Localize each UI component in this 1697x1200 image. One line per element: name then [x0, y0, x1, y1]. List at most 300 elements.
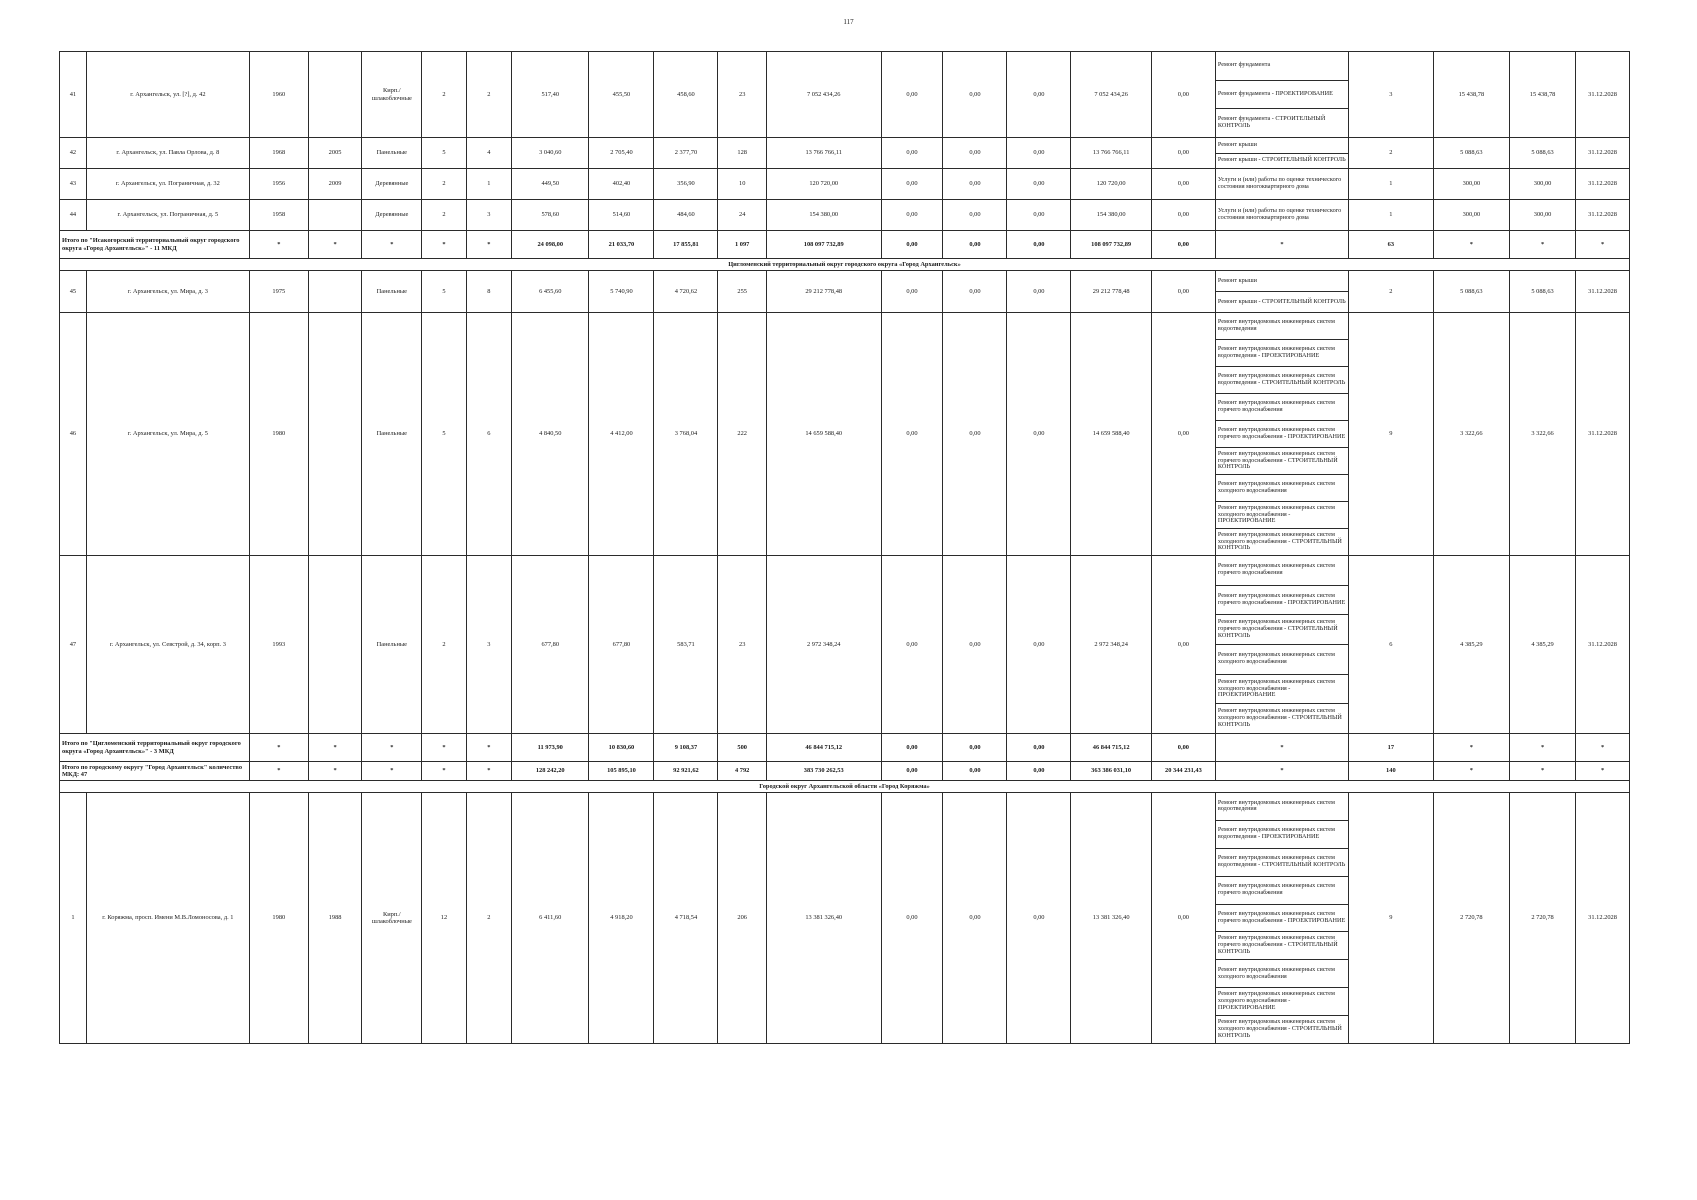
work-item: Ремонт внутридомовых инженерных систем горячего водоснабжения	[1216, 877, 1348, 905]
table-cell: 0,00	[1007, 231, 1071, 259]
table-cell: 578,60	[512, 200, 589, 231]
table-cell: 108 097 732,89	[1071, 231, 1152, 259]
table-cell: 0,00	[881, 169, 943, 200]
table-cell: *	[308, 734, 362, 762]
table-cell: *	[1510, 762, 1576, 781]
table-cell: 0,00	[943, 271, 1007, 313]
table-cell: Панельные	[362, 556, 422, 734]
table-cell: 2	[466, 52, 511, 138]
total-label: Итого по "Исакогорский территориальный округ городского округа «Город Архангельск»" - 11 МКД	[60, 231, 250, 259]
table-cell: Кирп./ шлакоблочные	[362, 793, 422, 1044]
work-item: Ремонт внутридомовых инженерных систем холодного водоснабжения - ПРОЕКТИРОВАНИЕ	[1216, 675, 1348, 705]
table-cell: г. Архангельск, ул. Пограничная, д. 32	[86, 169, 249, 200]
table-cell: 0,00	[881, 793, 943, 1044]
table-cell: 4 792	[718, 762, 767, 781]
table-cell: 0,00	[943, 138, 1007, 169]
section-title: Городской округ Архангельской области «Город Коряжма»	[60, 781, 1630, 793]
works-list-cell	[1215, 793, 1348, 1044]
table-cell: 108 097 732,89	[766, 231, 881, 259]
table-cell: 120 720,00	[766, 169, 881, 200]
table-cell: 31.12.2028	[1576, 52, 1630, 138]
work-item: Ремонт фундамента	[1216, 52, 1348, 81]
total-label: Итого по городскому округу "Город Архангельск" количество МКД: 47	[60, 762, 250, 781]
table-cell: 29 212 778,48	[766, 271, 881, 313]
table-cell: 14 659 588,40	[766, 313, 881, 556]
table-cell: 206	[718, 793, 767, 1044]
table-cell: 0,00	[943, 200, 1007, 231]
work-item: Ремонт внутридомовых инженерных систем водоотведения - ПРОЕКТИРОВАНИЕ	[1216, 340, 1348, 367]
work-item: Ремонт внутридомовых инженерных систем горячего водоснабжения - СТРОИТЕЛЬНЫЙ КОНТРОЛЬ	[1216, 448, 1348, 475]
table-cell: 583,71	[654, 556, 718, 734]
table-cell: 5	[422, 313, 466, 556]
table-cell: г. Архангельск, ул. Мира, д. 3	[86, 271, 249, 313]
table-cell: *	[422, 734, 466, 762]
works-list	[1216, 169, 1348, 199]
table-cell: *	[308, 231, 362, 259]
table-cell: *	[466, 734, 511, 762]
table-cell: 0,00	[1007, 313, 1071, 556]
table-cell	[308, 52, 362, 138]
table-row	[60, 200, 1630, 231]
table-cell: *	[249, 762, 308, 781]
work-item: Ремонт внутридомовых инженерных систем горячего водоснабжения - ПРОЕКТИРОВАНИЕ	[1216, 905, 1348, 933]
table-cell: 484,60	[654, 200, 718, 231]
total-row	[60, 231, 1630, 259]
table-cell: Кирп./ шлакоблочные	[362, 52, 422, 138]
works-list	[1216, 793, 1348, 1043]
table-cell: 2	[422, 200, 466, 231]
table-cell: 0,00	[881, 52, 943, 138]
works-list-cell	[1215, 200, 1348, 231]
table-cell: 140	[1349, 762, 1434, 781]
table-cell: 2 705,40	[589, 138, 654, 169]
table-cell: 31.12.2028	[1576, 138, 1630, 169]
table-cell: 2 972 348,24	[766, 556, 881, 734]
table-cell: 517,40	[512, 52, 589, 138]
table-cell: 3	[466, 200, 511, 231]
table-cell: 42	[60, 138, 87, 169]
table-cell: 0,00	[881, 271, 943, 313]
table-cell: *	[1576, 231, 1630, 259]
table-cell: 5 088,63	[1433, 138, 1509, 169]
table-cell: 7 052 434,26	[1071, 52, 1152, 138]
table-cell: 23	[718, 52, 767, 138]
table-row	[60, 52, 1630, 138]
table-cell: 0,00	[1007, 762, 1071, 781]
table-cell: 458,60	[654, 52, 718, 138]
table-cell: 300,00	[1433, 169, 1509, 200]
table-cell: 0,00	[943, 793, 1007, 1044]
table-cell: г. Архангельск, ул. Павла Орлова, д. 8	[86, 138, 249, 169]
table-cell: 5 088,63	[1433, 271, 1509, 313]
table-cell: 2005	[308, 138, 362, 169]
works-list-cell	[1215, 52, 1348, 138]
table-cell: г. Архангельск, ул. Пограничная, д. 5	[86, 200, 249, 231]
work-item: Ремонт внутридомовых инженерных систем водоотведения	[1216, 793, 1348, 821]
table-cell: 15 438,78	[1510, 52, 1576, 138]
table-cell: 31.12.2028	[1576, 169, 1630, 200]
table-cell: 1 097	[718, 231, 767, 259]
work-item: Ремонт внутридомовых инженерных систем холодного водоснабжения - СТРОИТЕЛЬНЫЙ КОНТРОЛЬ	[1217, 707, 1342, 729]
table-cell: 17	[1349, 734, 1434, 762]
table-cell: 0,00	[1151, 200, 1215, 231]
table-cell: 514,60	[589, 200, 654, 231]
table-cell: *	[1433, 762, 1509, 781]
table-cell: 300,00	[1510, 200, 1576, 231]
table-cell: 2	[422, 556, 466, 734]
table-cell: 0,00	[881, 313, 943, 556]
table-cell: 0,00	[881, 231, 943, 259]
table-cell: 5 088,63	[1510, 271, 1576, 313]
section-title: Цигломенский территориальный округ городского округа «Город Архангельск»	[60, 259, 1630, 271]
work-item: Ремонт внутридомовых инженерных систем горячего водоснабжения	[1216, 394, 1348, 421]
table-cell: 402,40	[589, 169, 654, 200]
table-cell: 1	[466, 169, 511, 200]
table-cell: 0,00	[881, 200, 943, 231]
work-item: Услуги и (или) работы по оценке технического состояния многоквартирного дома	[1217, 176, 1342, 190]
work-item: Ремонт фундамента - ПРОЕКТИРОВАНИЕ	[1216, 81, 1348, 110]
table-cell: 0,00	[943, 762, 1007, 781]
work-item: Ремонт фундамента - СТРОИТЕЛЬНЫЙ КОНТРОЛЬ	[1217, 115, 1326, 130]
table-cell: 2	[1349, 271, 1434, 313]
table-cell: 1	[1349, 200, 1434, 231]
work-item: Ремонт внутридомовых инженерных систем холодного водоснабжения	[1216, 475, 1348, 502]
table-cell: 4 412,00	[589, 313, 654, 556]
table-cell: *	[249, 734, 308, 762]
table-cell: *	[422, 231, 466, 259]
table-cell: 300,00	[1510, 169, 1576, 200]
table-cell	[308, 313, 362, 556]
table-cell: 0,00	[881, 734, 943, 762]
work-item: Ремонт внутридомовых инженерных систем холодного водоснабжения - СТРОИТЕЛЬНЫЙ КОНТРОЛЬ	[1217, 530, 1342, 552]
table-cell: 4 718,54	[654, 793, 718, 1044]
work-item: Ремонт внутридомовых инженерных систем водоотведения - ПРОЕКТИРОВАНИЕ	[1216, 821, 1348, 849]
works-list-cell	[1215, 169, 1348, 200]
table-cell: 31.12.2028	[1576, 793, 1630, 1044]
table-cell: 154 380,00	[1071, 200, 1152, 231]
table-cell: 222	[718, 313, 767, 556]
table-cell: 6 455,60	[512, 271, 589, 313]
table-cell: 0,00	[1151, 231, 1215, 259]
table-cell	[308, 271, 362, 313]
table-cell: 0,00	[1151, 52, 1215, 138]
table-cell: 0,00	[943, 52, 1007, 138]
table-cell: 0,00	[1007, 200, 1071, 231]
work-item: Ремонт внутридомовых инженерных систем горячего водоснабжения	[1216, 556, 1348, 586]
works-list-cell	[1215, 313, 1348, 556]
table-cell: г. Коряжма, просп. Имени М.В.Ломоносова, д. 1	[86, 793, 249, 1044]
table-cell: *	[1510, 231, 1576, 259]
table-cell: 4 385,29	[1510, 556, 1576, 734]
table-cell: 449,50	[512, 169, 589, 200]
table-cell: 0,00	[1151, 138, 1215, 169]
table-cell: 363 386 031,10	[1071, 762, 1152, 781]
work-item: Ремонт внутридомовых инженерных систем холодного водоснабжения - ПРОЕКТИРОВАНИЕ	[1216, 502, 1348, 529]
table-cell: 5	[422, 138, 466, 169]
table-cell: г. Архангельск, ул. Севстрой, д. 34, корп. 3	[86, 556, 249, 734]
table-cell: 46 844 715,12	[1071, 734, 1152, 762]
table-cell: 3 040,60	[512, 138, 589, 169]
table-cell: 4 840,50	[512, 313, 589, 556]
table-cell: 11 973,90	[512, 734, 589, 762]
table-cell: 13 766 766,11	[1071, 138, 1152, 169]
table-cell: 29 212 778,48	[1071, 271, 1152, 313]
table-cell: 3 322,66	[1510, 313, 1576, 556]
table-cell: Деревянные	[362, 169, 422, 200]
table-body-isak	[60, 52, 1630, 259]
works-list-cell	[1215, 556, 1348, 734]
works-list	[1216, 138, 1348, 168]
table-cell: 0,00	[943, 556, 1007, 734]
work-item: Услуги и (или) работы по оценке технического состояния многоквартирного дома	[1217, 207, 1342, 221]
table-cell: 383 730 262,53	[766, 762, 881, 781]
table-cell: 31.12.2028	[1576, 313, 1630, 556]
table-cell: 2 377,70	[654, 138, 718, 169]
table-cell: 9 108,37	[654, 734, 718, 762]
table-cell: 3 768,04	[654, 313, 718, 556]
table-cell: *	[1433, 231, 1509, 259]
table-cell: 1993	[249, 556, 308, 734]
table-cell: 0,00	[1151, 556, 1215, 734]
table-row	[60, 271, 1630, 313]
works-list-cell	[1215, 138, 1348, 169]
table-row	[60, 169, 1630, 200]
table-cell: 0,00	[943, 734, 1007, 762]
table-cell: 4 720,62	[654, 271, 718, 313]
work-item: Ремонт крыши	[1216, 138, 1348, 154]
table-body-tsig	[60, 259, 1630, 781]
works-list-cell	[1215, 271, 1348, 313]
table-cell: 677,80	[589, 556, 654, 734]
table-cell: *	[466, 231, 511, 259]
table-cell: г. Архангельск, ул. Мира, д. 5	[86, 313, 249, 556]
table-cell: 44	[60, 200, 87, 231]
table-cell: 0,00	[1151, 793, 1215, 1044]
table-cell: 13 766 766,11	[766, 138, 881, 169]
work-item: Ремонт внутридомовых инженерных систем водоотведения - СТРОИТЕЛЬНЫЙ КОНТРОЛЬ	[1216, 849, 1348, 877]
table-cell: *	[1433, 734, 1509, 762]
table-cell: 300,00	[1433, 200, 1509, 231]
table-cell: 0,00	[943, 313, 1007, 556]
table-cell: 1	[60, 793, 87, 1044]
table-cell: 0,00	[1151, 313, 1215, 556]
table-cell: 128 242,20	[512, 762, 589, 781]
table-cell: 31.12.2028	[1576, 200, 1630, 231]
table-cell: Панельные	[362, 271, 422, 313]
table-cell: 1980	[249, 793, 308, 1044]
table-cell: *	[308, 762, 362, 781]
table-cell: 3 322,66	[1433, 313, 1509, 556]
table-cell: *	[466, 762, 511, 781]
table-cell: 43	[60, 169, 87, 200]
table-cell: 9	[1349, 793, 1434, 1044]
table-cell: 2 720,78	[1510, 793, 1576, 1044]
table-cell: *	[362, 231, 422, 259]
table-cell: 23	[718, 556, 767, 734]
table-cell: *	[1215, 762, 1348, 781]
table-cell: Деревянные	[362, 200, 422, 231]
work-item: Ремонт внутридомовых инженерных систем холодного водоснабжения	[1216, 645, 1348, 675]
table-row	[60, 313, 1630, 556]
page-number: 117	[843, 18, 854, 26]
table-cell: *	[1215, 231, 1348, 259]
table-cell: *	[1576, 762, 1630, 781]
table-cell: 0,00	[943, 169, 1007, 200]
table-cell: *	[1576, 734, 1630, 762]
table-cell: 6 411,60	[512, 793, 589, 1044]
table-cell: 6	[1349, 556, 1434, 734]
table-cell: 154 380,00	[766, 200, 881, 231]
work-item: Ремонт внутридомовых инженерных систем холодного водоснабжения - ПРОЕКТИРОВАНИЕ	[1216, 988, 1348, 1016]
table-cell: 0,00	[943, 231, 1007, 259]
table-row	[60, 138, 1630, 169]
table-cell: 0,00	[1007, 556, 1071, 734]
table-cell: 5	[422, 271, 466, 313]
table-cell: 3	[466, 556, 511, 734]
work-item: Ремонт внутридомовых инженерных систем водоотведения	[1216, 313, 1348, 340]
table-cell: 45	[60, 271, 87, 313]
table-cell: 0,00	[881, 762, 943, 781]
table-cell: 31.12.2028	[1576, 271, 1630, 313]
table-cell: 0,00	[1007, 793, 1071, 1044]
work-item: Ремонт внутридомовых инженерных систем горячего водоснабжения - СТРОИТЕЛЬНЫЙ КОНТРОЛЬ	[1216, 615, 1348, 645]
table-cell: 1968	[249, 138, 308, 169]
table-cell: 0,00	[1007, 52, 1071, 138]
total-row	[60, 734, 1630, 762]
section-header-row	[60, 259, 1630, 271]
repair-program-table	[59, 51, 1630, 1044]
table-cell: 24	[718, 200, 767, 231]
table-cell: Панельные	[362, 313, 422, 556]
works-list	[1216, 200, 1348, 230]
table-cell: г. Архангельск, ул. [?], д. 42	[86, 52, 249, 138]
table-cell: 6	[466, 313, 511, 556]
table-cell: 41	[60, 52, 87, 138]
table-cell: 7 052 434,26	[766, 52, 881, 138]
work-item: Ремонт внутридомовых инженерных систем водоотведения - СТРОИТЕЛЬНЫЙ КОНТРОЛЬ	[1216, 367, 1348, 394]
table-cell: *	[422, 762, 466, 781]
table-cell: 1958	[249, 200, 308, 231]
table-cell: Панельные	[362, 138, 422, 169]
table-cell: 105 895,10	[589, 762, 654, 781]
table-cell: 13 381 326,40	[766, 793, 881, 1044]
work-item: Ремонт крыши	[1216, 271, 1348, 292]
table-cell: 0,00	[1007, 271, 1071, 313]
table-cell: 63	[1349, 231, 1434, 259]
table-cell: 4 918,20	[589, 793, 654, 1044]
table-cell: 0,00	[1007, 138, 1071, 169]
table-cell: 0,00	[1007, 734, 1071, 762]
table-cell: *	[362, 734, 422, 762]
table-cell: 31.12.2028	[1576, 556, 1630, 734]
table-cell: 10 830,60	[589, 734, 654, 762]
table-cell: *	[362, 762, 422, 781]
table-row	[60, 556, 1630, 734]
table-cell: 9	[1349, 313, 1434, 556]
work-item: Ремонт внутридомовых инженерных систем горячего водоснабжения - ПРОЕКТИРОВАНИЕ	[1216, 586, 1348, 616]
table-cell: 500	[718, 734, 767, 762]
table-cell: 47	[60, 556, 87, 734]
table-cell: 2	[422, 52, 466, 138]
works-list	[1216, 271, 1348, 312]
table-cell: *	[1215, 734, 1348, 762]
table-cell: 2009	[308, 169, 362, 200]
works-list	[1216, 313, 1348, 555]
table-cell: 455,50	[589, 52, 654, 138]
table-cell: 2	[1349, 138, 1434, 169]
table-cell: 0,00	[1151, 734, 1215, 762]
table-cell: 2 972 348,24	[1071, 556, 1152, 734]
table-cell: 21 033,70	[589, 231, 654, 259]
table-cell: 3	[1349, 52, 1434, 138]
table-cell: 2	[422, 169, 466, 200]
works-list	[1216, 52, 1348, 137]
table-cell: 1980	[249, 313, 308, 556]
table-cell: 1975	[249, 271, 308, 313]
table-cell: 14 659 588,40	[1071, 313, 1152, 556]
total-row	[60, 762, 1630, 781]
table-cell: 1988	[308, 793, 362, 1044]
table-cell: 1956	[249, 169, 308, 200]
table-cell	[308, 556, 362, 734]
table-cell: 0,00	[1151, 169, 1215, 200]
table-cell: 2 720,78	[1433, 793, 1509, 1044]
table-cell: 46 844 715,12	[766, 734, 881, 762]
table-cell: 0,00	[1151, 271, 1215, 313]
table-cell: 120 720,00	[1071, 169, 1152, 200]
table-cell: 24 098,00	[512, 231, 589, 259]
table-cell: 17 855,81	[654, 231, 718, 259]
table-cell: 15 438,78	[1433, 52, 1509, 138]
work-item: Ремонт внутридомовых инженерных систем горячего водоснабжения - СТРОИТЕЛЬНЫЙ КОНТРОЛЬ	[1216, 932, 1348, 960]
work-item: Ремонт крыши - СТРОИТЕЛЬНЫЙ КОНТРОЛЬ	[1217, 156, 1346, 164]
table-cell: 1	[1349, 169, 1434, 200]
table-cell: 92 921,62	[654, 762, 718, 781]
work-item: Ремонт внутридомовых инженерных систем холодного водоснабжения - СТРОИТЕЛЬНЫЙ КОНТРОЛЬ	[1217, 1018, 1342, 1040]
table-cell: 46	[60, 313, 87, 556]
table-cell: 4 385,29	[1433, 556, 1509, 734]
table-cell: 5 740,90	[589, 271, 654, 313]
table-cell: 0,00	[881, 138, 943, 169]
table-cell: 0,00	[1007, 169, 1071, 200]
table-cell: *	[1510, 734, 1576, 762]
table-cell: 10	[718, 169, 767, 200]
table-cell: 5 088,63	[1510, 138, 1576, 169]
table-cell	[308, 200, 362, 231]
table-cell: 1960	[249, 52, 308, 138]
table-cell: 128	[718, 138, 767, 169]
table-body-kor	[60, 781, 1630, 1044]
table-cell: 255	[718, 271, 767, 313]
section-header-row	[60, 781, 1630, 793]
table-row	[60, 793, 1630, 1044]
table-cell: 12	[422, 793, 466, 1044]
works-list	[1216, 556, 1348, 733]
work-item: Ремонт внутридомовых инженерных систем холодного водоснабжения	[1216, 960, 1348, 988]
table-cell: 356,90	[654, 169, 718, 200]
table-cell: 0,00	[881, 556, 943, 734]
table-cell: 677,80	[512, 556, 589, 734]
table-cell: 4	[466, 138, 511, 169]
table-cell: 20 344 231,43	[1151, 762, 1215, 781]
total-label: Итого по "Цигломенский территориальный округ городского округа «Город Архангельск»" - 3 МКД	[60, 734, 250, 762]
table-cell: *	[249, 231, 308, 259]
table-cell: 2	[466, 793, 511, 1044]
work-item: Ремонт крыши - СТРОИТЕЛЬНЫЙ КОНТРОЛЬ	[1217, 297, 1346, 305]
table-cell: 13 381 326,40	[1071, 793, 1152, 1044]
table-cell: 8	[466, 271, 511, 313]
work-item: Ремонт внутридомовых инженерных систем горячего водоснабжения - ПРОЕКТИРОВАНИЕ	[1216, 421, 1348, 448]
